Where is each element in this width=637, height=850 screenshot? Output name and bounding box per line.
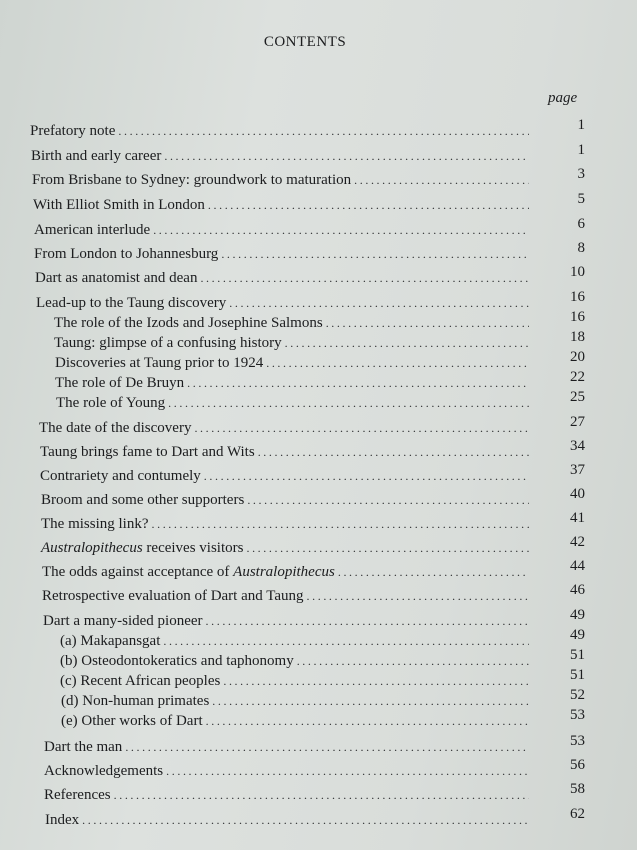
- toc-entry: [42, 582, 585, 605]
- toc-entry-page: 40: [570, 486, 585, 502]
- toc-entry: [55, 349, 585, 372]
- toc-entry-page: 53: [570, 733, 585, 749]
- toc-entry-page: 20: [570, 349, 585, 365]
- toc-entry: [44, 733, 585, 756]
- toc-entry-title: Discoveries at Taung prior to 1924: [55, 355, 264, 371]
- toc-entry-title: The odds against acceptance of: [42, 564, 234, 580]
- toc-entry-title: Dart the man: [44, 739, 123, 755]
- toc-entry-page: 49: [570, 607, 585, 623]
- toc-entry-title: American interlude: [34, 222, 151, 238]
- toc-entry-page: 41: [570, 510, 585, 526]
- toc-entry: [54, 329, 585, 352]
- toc-entry-page: 62: [570, 806, 585, 822]
- toc-entry-title: From London to Johannesburg: [34, 246, 219, 262]
- toc-entry-title: The missing link?: [41, 516, 149, 532]
- toc-entry-page: 51: [570, 667, 585, 683]
- toc-entry-page: 16: [570, 289, 585, 305]
- toc-entry-title-italic: Australopithecus: [41, 540, 143, 556]
- toc-entry-page: 52: [570, 687, 585, 703]
- toc-entry-page: 6: [577, 216, 585, 232]
- toc-entry: [60, 667, 585, 690]
- toc-entry-page: 49: [570, 627, 585, 643]
- toc-entry-page: 1: [577, 117, 585, 133]
- toc-entry-page: 53: [570, 707, 585, 723]
- toc-entry: [30, 117, 585, 140]
- toc-entry-title: The role of the Izods and Josephine Salmons: [54, 315, 323, 331]
- toc-entry-title: receives visitors: [142, 540, 244, 556]
- toc-entry-page: 46: [570, 582, 585, 598]
- toc-entry-title: Taung brings fame to Dart and Wits: [40, 444, 255, 460]
- toc-entry-page: 56: [570, 757, 585, 773]
- toc-entry-page: 42: [570, 534, 585, 550]
- toc-entry-title: Retrospective evaluation of Dart and Taung: [42, 588, 304, 604]
- toc-entry: [61, 707, 585, 730]
- toc-entry: [60, 627, 585, 650]
- toc-entry-title: Acknowledgements: [44, 763, 164, 779]
- toc-entry: [36, 289, 585, 312]
- toc-entry-page: 5: [577, 191, 585, 207]
- toc-entry: [31, 142, 585, 165]
- toc-entry: [35, 264, 585, 287]
- toc-entry: [41, 486, 585, 509]
- toc-entry: [33, 191, 585, 214]
- toc-entry-page: 22: [570, 369, 585, 385]
- page-column-label: page: [548, 90, 578, 106]
- toc-entry-title: The date of the discovery: [39, 420, 192, 436]
- toc-entry-title-italic: Australopithecus: [233, 564, 335, 580]
- toc-entry: [42, 558, 585, 581]
- toc-entry: [54, 309, 585, 332]
- toc-entry-page: 18: [570, 329, 585, 345]
- toc-entry-page: 1: [577, 142, 585, 158]
- toc-entry-page: 58: [570, 781, 585, 797]
- toc-entry: [34, 216, 585, 239]
- toc-entry-title: Broom and some other supporters: [41, 492, 245, 508]
- toc-entry: [41, 510, 585, 533]
- toc-entry: [34, 240, 585, 263]
- toc-entry-title: Taung: glimpse of a confusing history: [54, 335, 282, 351]
- toc-entry: [55, 369, 585, 392]
- toc-entry-title: (b) Osteodontokeratics and taphonomy: [60, 653, 294, 669]
- toc-entry-page: 3: [577, 166, 585, 182]
- toc-entry: [39, 414, 585, 437]
- toc-entry: [40, 462, 585, 485]
- toc-entry-title: Birth and early career: [31, 148, 162, 164]
- toc-entry-title: References: [44, 787, 111, 803]
- page-title: CONTENTS: [263, 34, 347, 50]
- toc-entry-title: Prefatory note: [30, 123, 116, 139]
- toc-entry-title: Dart a many-sided pioneer: [43, 613, 203, 629]
- toc-entry: [44, 757, 585, 780]
- toc-entry-page: 51: [570, 647, 585, 663]
- toc-entry-title: The role of Young: [56, 395, 166, 411]
- toc-entry-title: With Elliot Smith in London: [33, 197, 205, 213]
- toc-entry-page: 10: [570, 264, 585, 280]
- toc-entry: [61, 687, 585, 710]
- toc-entry-page: 44: [570, 558, 585, 574]
- toc-entry-title: Contrariety and contumely: [40, 468, 201, 484]
- toc-entry: [32, 166, 585, 189]
- toc-entry: [44, 781, 585, 804]
- toc-entry: [41, 534, 585, 557]
- toc-entry: [60, 647, 585, 670]
- toc-entry-title: Dart as anatomist and dean: [35, 270, 198, 286]
- toc-entry-title: (d) Non-human primates: [61, 693, 210, 709]
- toc-entry: [56, 389, 585, 412]
- toc-entry-title: Lead-up to the Taung discovery: [36, 295, 227, 311]
- toc-entry: [45, 806, 585, 829]
- toc-entry: [43, 607, 585, 630]
- toc-entry-title: (e) Other works of Dart: [61, 713, 203, 729]
- toc-entry-title: From Brisbane to Sydney: groundwork to maturation: [32, 172, 352, 188]
- toc-entry-title: (a) Makapansgat: [60, 633, 161, 649]
- toc-entry-title: (c) Recent African peoples: [60, 673, 221, 689]
- toc-entry-page: 8: [577, 240, 585, 256]
- toc-entry-page: 16: [570, 309, 585, 325]
- toc-entry-page: 25: [570, 389, 585, 405]
- toc-entry-page: 27: [570, 414, 585, 430]
- toc-entry-page: 37: [570, 462, 585, 478]
- toc-entry: [40, 438, 585, 461]
- toc-entry-title: The role of De Bruyn: [55, 375, 185, 391]
- toc-entry-page: 34: [570, 438, 585, 454]
- toc-entry-title: Index: [45, 812, 80, 828]
